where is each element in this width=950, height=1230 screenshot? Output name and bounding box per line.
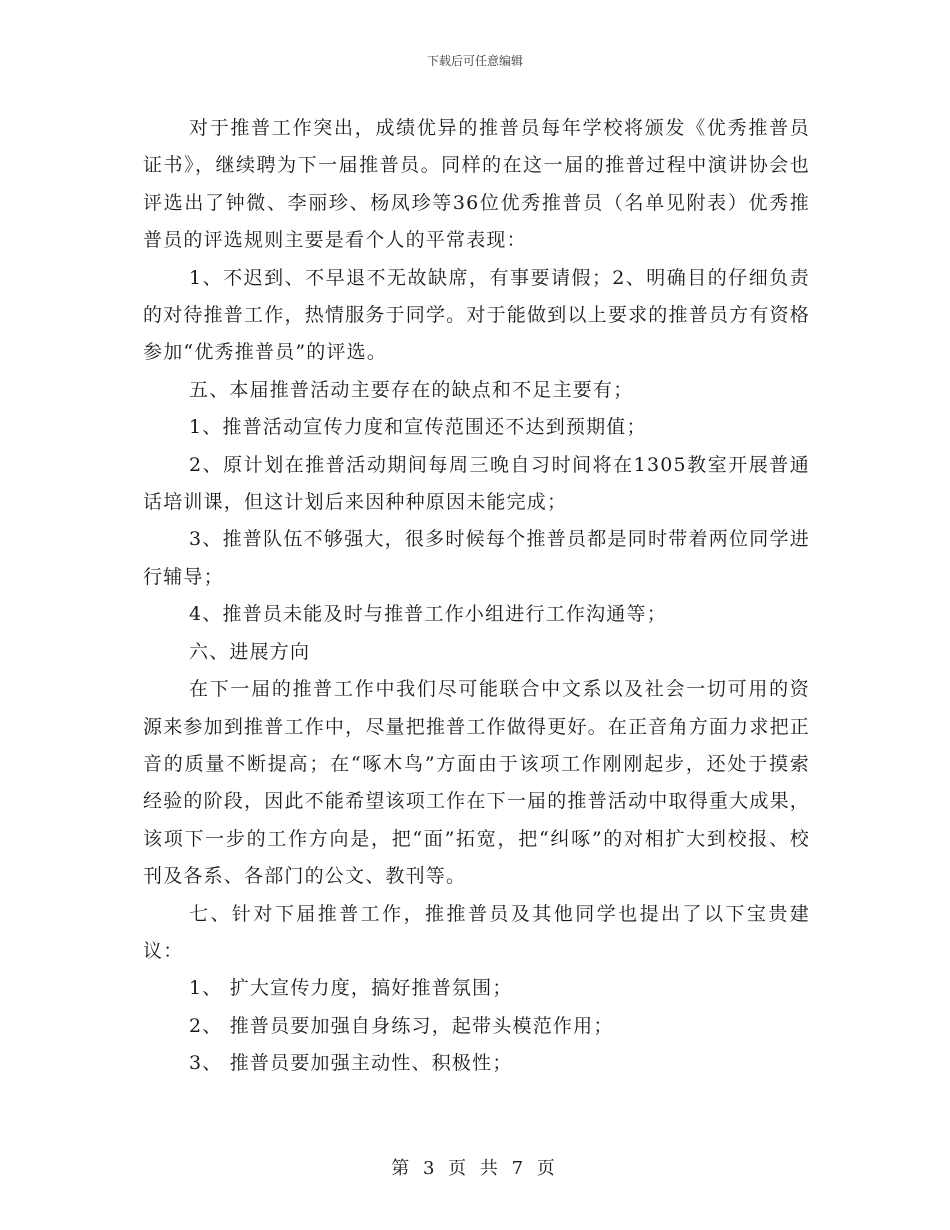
paragraph: 3、推普队伍不够强大，很多时候每个推普员都是同时带着两位同学进行辅导； <box>143 528 810 588</box>
list-item: 3、 推普员要加强主动性、积极性； <box>189 1052 513 1075</box>
paragraph: 对于推普工作突出，成绩优异的推普员每年学校将颁发《优秀推普员证书》，继续聘为下一届推普员。同样的在这一届的推普过程中演讲协会也评选出了钟微、李丽珍、杨凤珍等36位优秀推普员（名单见附表）优秀推普员的评选规则主要是看个人的平常表现： <box>143 117 810 252</box>
paragraph: 五、本届推普活动主要存在的缺点和不足主要有； <box>189 378 634 401</box>
page-number: 第 3 页 共 7 页 <box>391 1158 559 1179</box>
section-heading: 六、进展方向 <box>189 640 311 663</box>
list-item: 2、 推普员要加强自身练习，起带头模范作用； <box>189 1014 614 1037</box>
paragraph: 2、原计划在推普活动期间每周三晚自习时间将在1305教室开展普通话培训课，但这计划后来因种种原因未能完成； <box>143 453 810 514</box>
paragraph: 1、推普活动宣传力度和宣传范围还不达到预期值； <box>189 416 647 439</box>
paragraph: 1、不迟到、不早退不无故缺席，有事要请假；2、明确目的仔细负责的对待推普工作，热情服务于同学。对于能做到以上要求的推普员方有资格参加“优秀推普员”的评选。 <box>143 266 810 364</box>
paragraph: 在下一届的推普工作中我们尽可能联合中文系以及社会一切可用的资源来参加到推普工作中，尽量把推普工作做得更好。在正音角方面力求把正音的质量不断提高；在“啄木鸟”方面由于该项工作刚刚起步，还处于摸索经验的阶段，因此不能希望该项工作在下一届的推普活动中取得重大成果，该项下一步的工作方向是，把“面”拓宽，把“纠啄”的对相扩大到校报、校刊及各系、各部门的公文、教刊等。 <box>143 678 810 888</box>
paragraph: 4、推普员未能及时与推普工作小组进行工作沟通等； <box>189 603 667 626</box>
page-header: 下载后可任意编辑 <box>426 54 523 68</box>
paragraph: 七、针对下届推普工作，推推普员及其他同学也提出了以下宝贵建议： <box>143 902 810 962</box>
list-item: 1、 扩大宣传力度，搞好推普氛围； <box>189 977 513 1000</box>
document-body <box>143 110 810 1083</box>
